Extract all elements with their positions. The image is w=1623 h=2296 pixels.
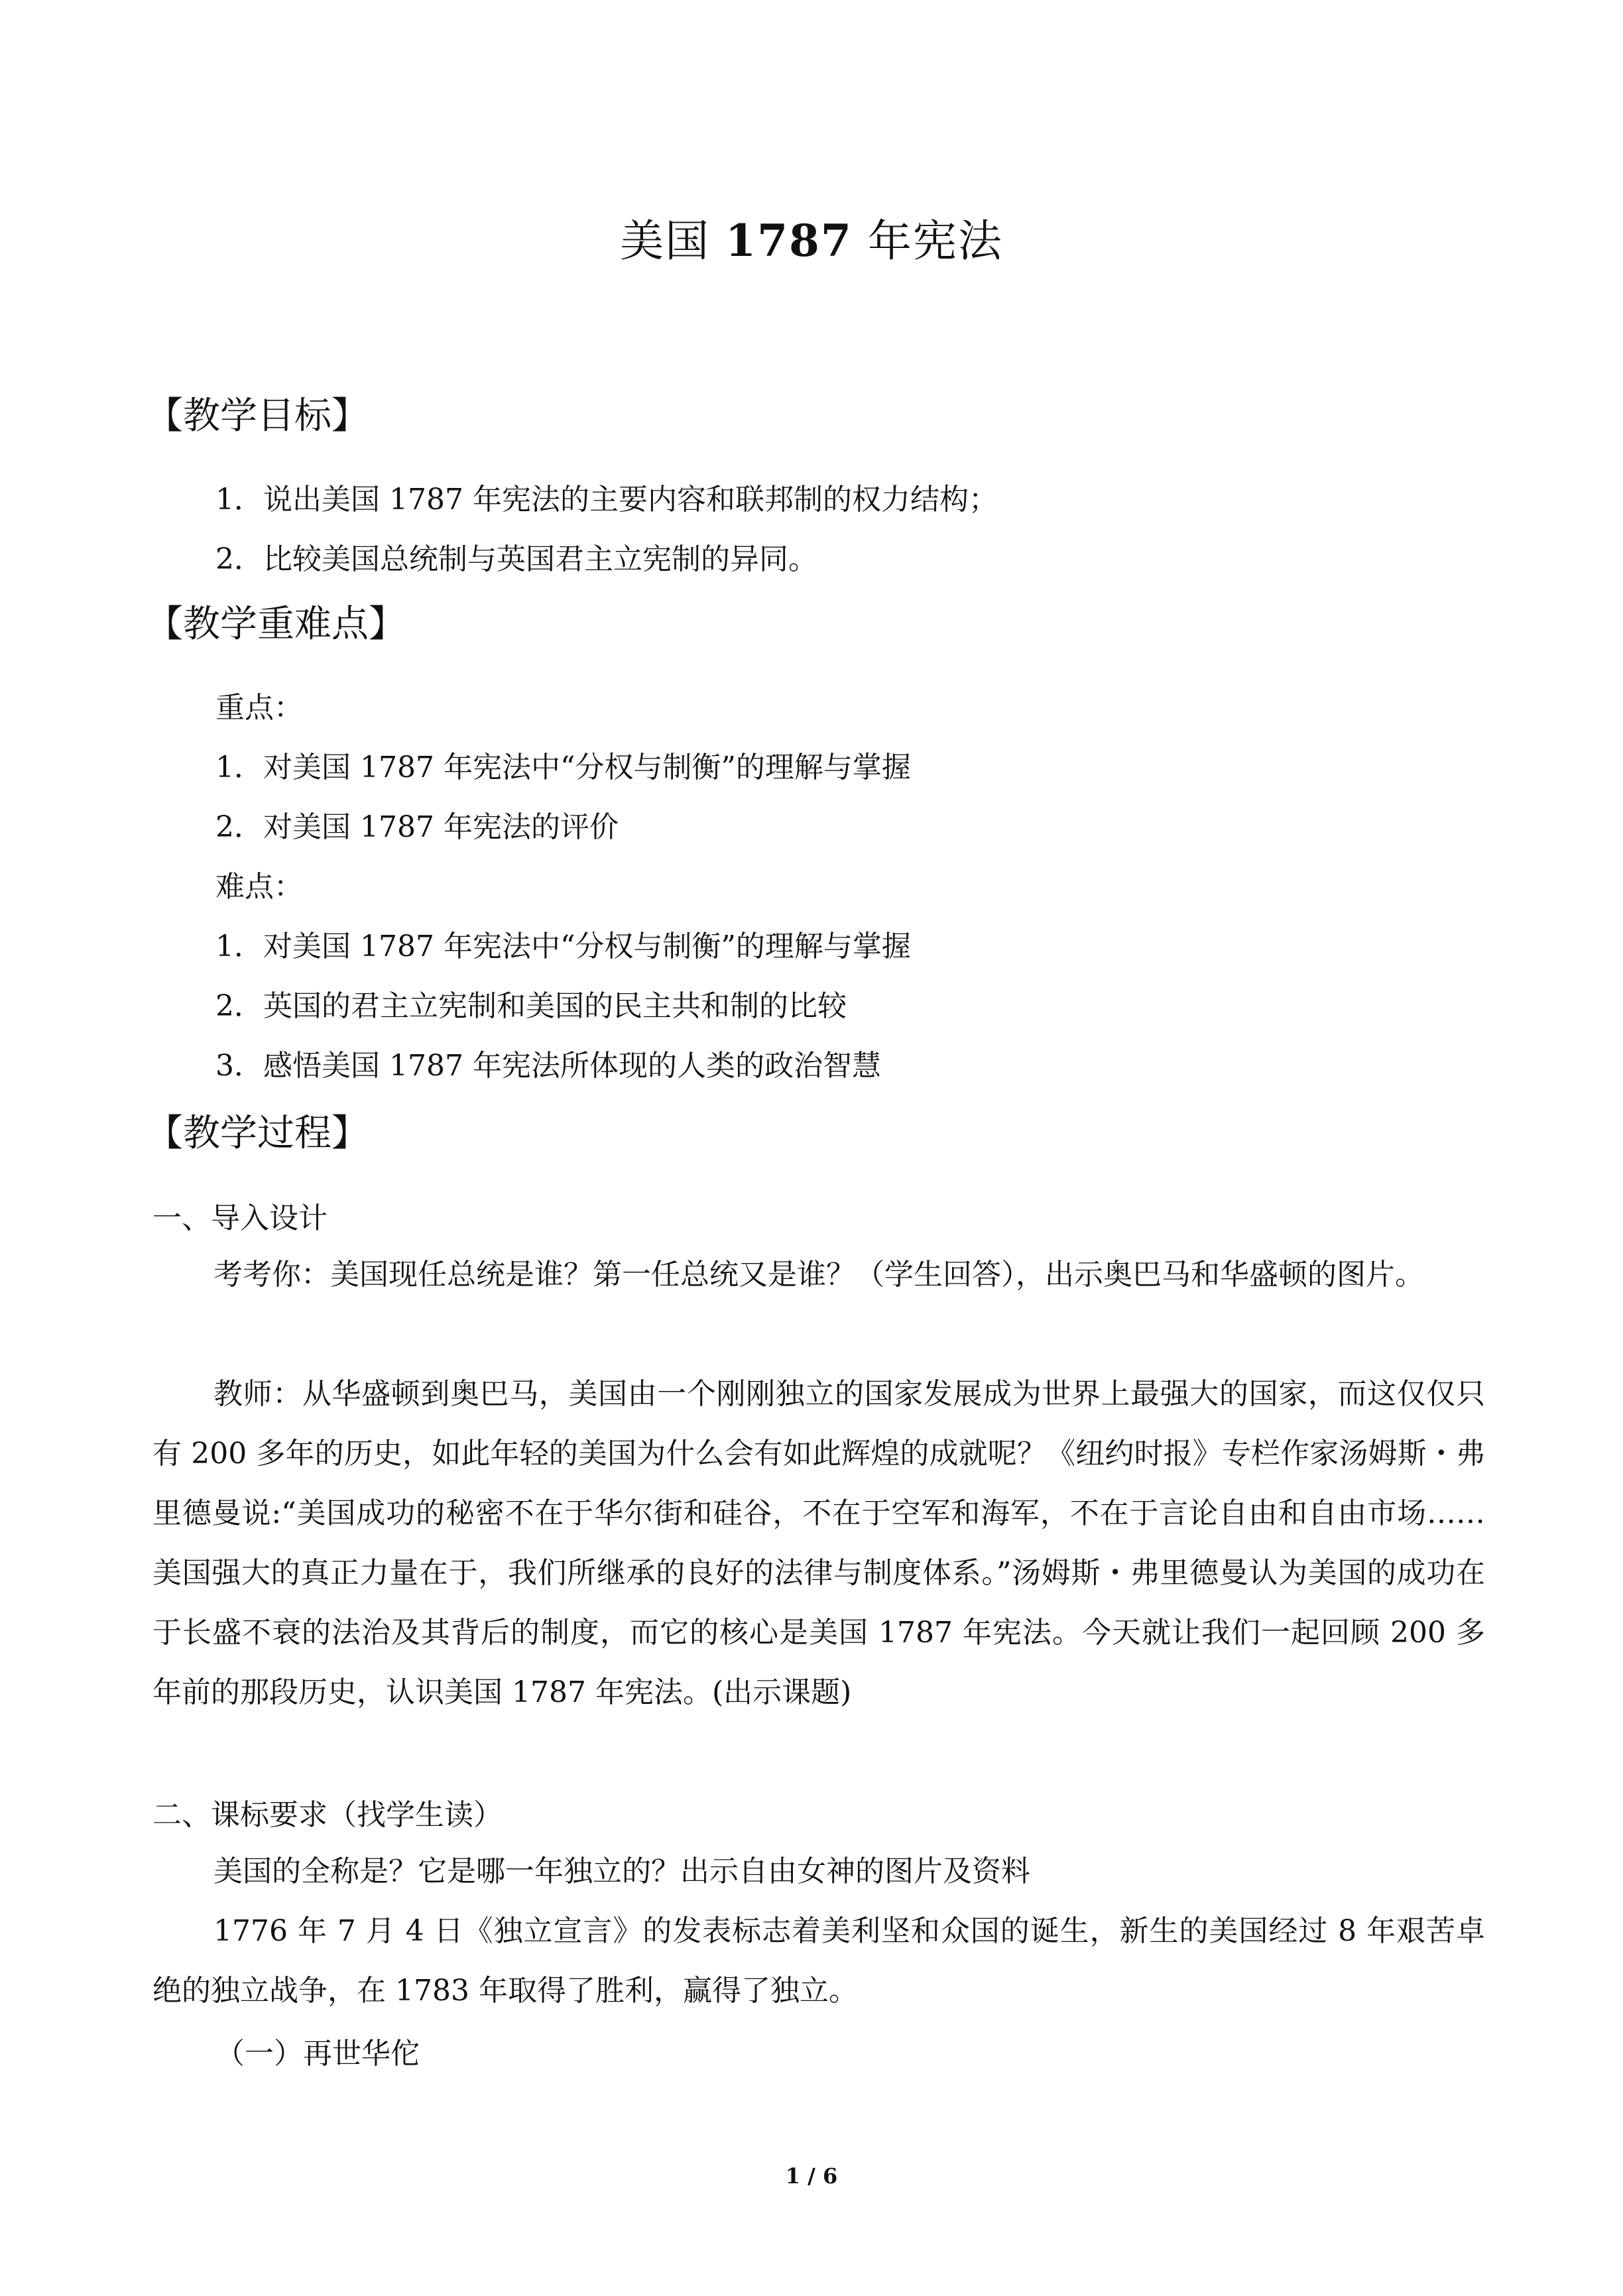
key-item: 2．对美国 1787 年宪法的评价 (215, 810, 619, 844)
difficult-label: 难点： (215, 870, 303, 904)
process-heading: 【教学过程】 (146, 1112, 369, 1155)
section2-paragraph: 美国的全称是？它是哪一年独立的？出示自由女神的图片及资料 (213, 1854, 1030, 1888)
title-number: 1787 (725, 215, 853, 267)
section1-paragraph: 教师：从华盛顿到奥巴马，美国由一个刚刚独立的国家发展成为世界上最强大的国家，而这仅仅只有 200 多年的历史，如此年轻的美国为什么会有如此辉煌的成就呢？《纽约时报》专栏作家汤姆斯・弗里德曼说:“美国成功的秘密不在于华尔街和硅谷，不在于空军和海军，不在于言论自由和自由市场……美国强大的真正力量在于，我们所继承的良好的法律与制度体系。”汤姆斯・弗里德曼认为美国的成功在于长盛不衰的法治及其背后的制度，而它的核心是美国 1787 年宪法。今天就让我们一起回顾 200 多年前的那段历史，认识美国 1787 年宪法。(出示课题) (152, 1377, 1485, 1709)
keypoints-heading: 【教学重难点】 (146, 603, 406, 646)
section1-paragraph: 考考你：美国现任总统是谁？第一任总统又是谁？（学生回答），出示奥巴马和华盛顿的图片。 (213, 1258, 1424, 1292)
difficult-item: 3．感悟美国 1787 年宪法所体现的人类的政治智慧 (215, 1049, 881, 1083)
key-item: 1．对美国 1787 年宪法中“分权与制衡”的理解与掌握 (215, 751, 911, 784)
page-title (0, 211, 1623, 271)
key-label: 重点： (215, 691, 303, 725)
difficult-item: 1．对美国 1787 年宪法中“分权与制衡”的理解与掌握 (215, 930, 911, 963)
title-prefix: 美国 (620, 215, 711, 267)
goal-item: 2．比较美国总统制与英国君主立宪制的异同。 (215, 542, 817, 576)
goal-item: 1．说出美国 1787 年宪法的主要内容和联邦制的权力结构； (215, 483, 998, 516)
goals-heading: 【教学目标】 (146, 394, 369, 438)
subsection-title: （一）再世华佗 (215, 2037, 420, 2071)
title-suffix: 年宪法 (867, 215, 1003, 267)
section1-title: 一、导入设计 (152, 1201, 328, 1235)
page-number: 1 / 6 (785, 2163, 838, 2189)
section2-paragraph: 1776 年 7 月 4 日《独立宣言》的发表标志着美利坚和众国的诞生，新生的美国经过 8 年艰苦卓绝的独立战争，在 1783 年取得了胜利，赢得了独立。 (152, 1914, 1485, 2008)
section2-title: 二、课标要求（找学生读） (152, 1798, 503, 1832)
difficult-item: 2．英国的君主立宪制和美国的民主共和制的比较 (215, 989, 847, 1023)
